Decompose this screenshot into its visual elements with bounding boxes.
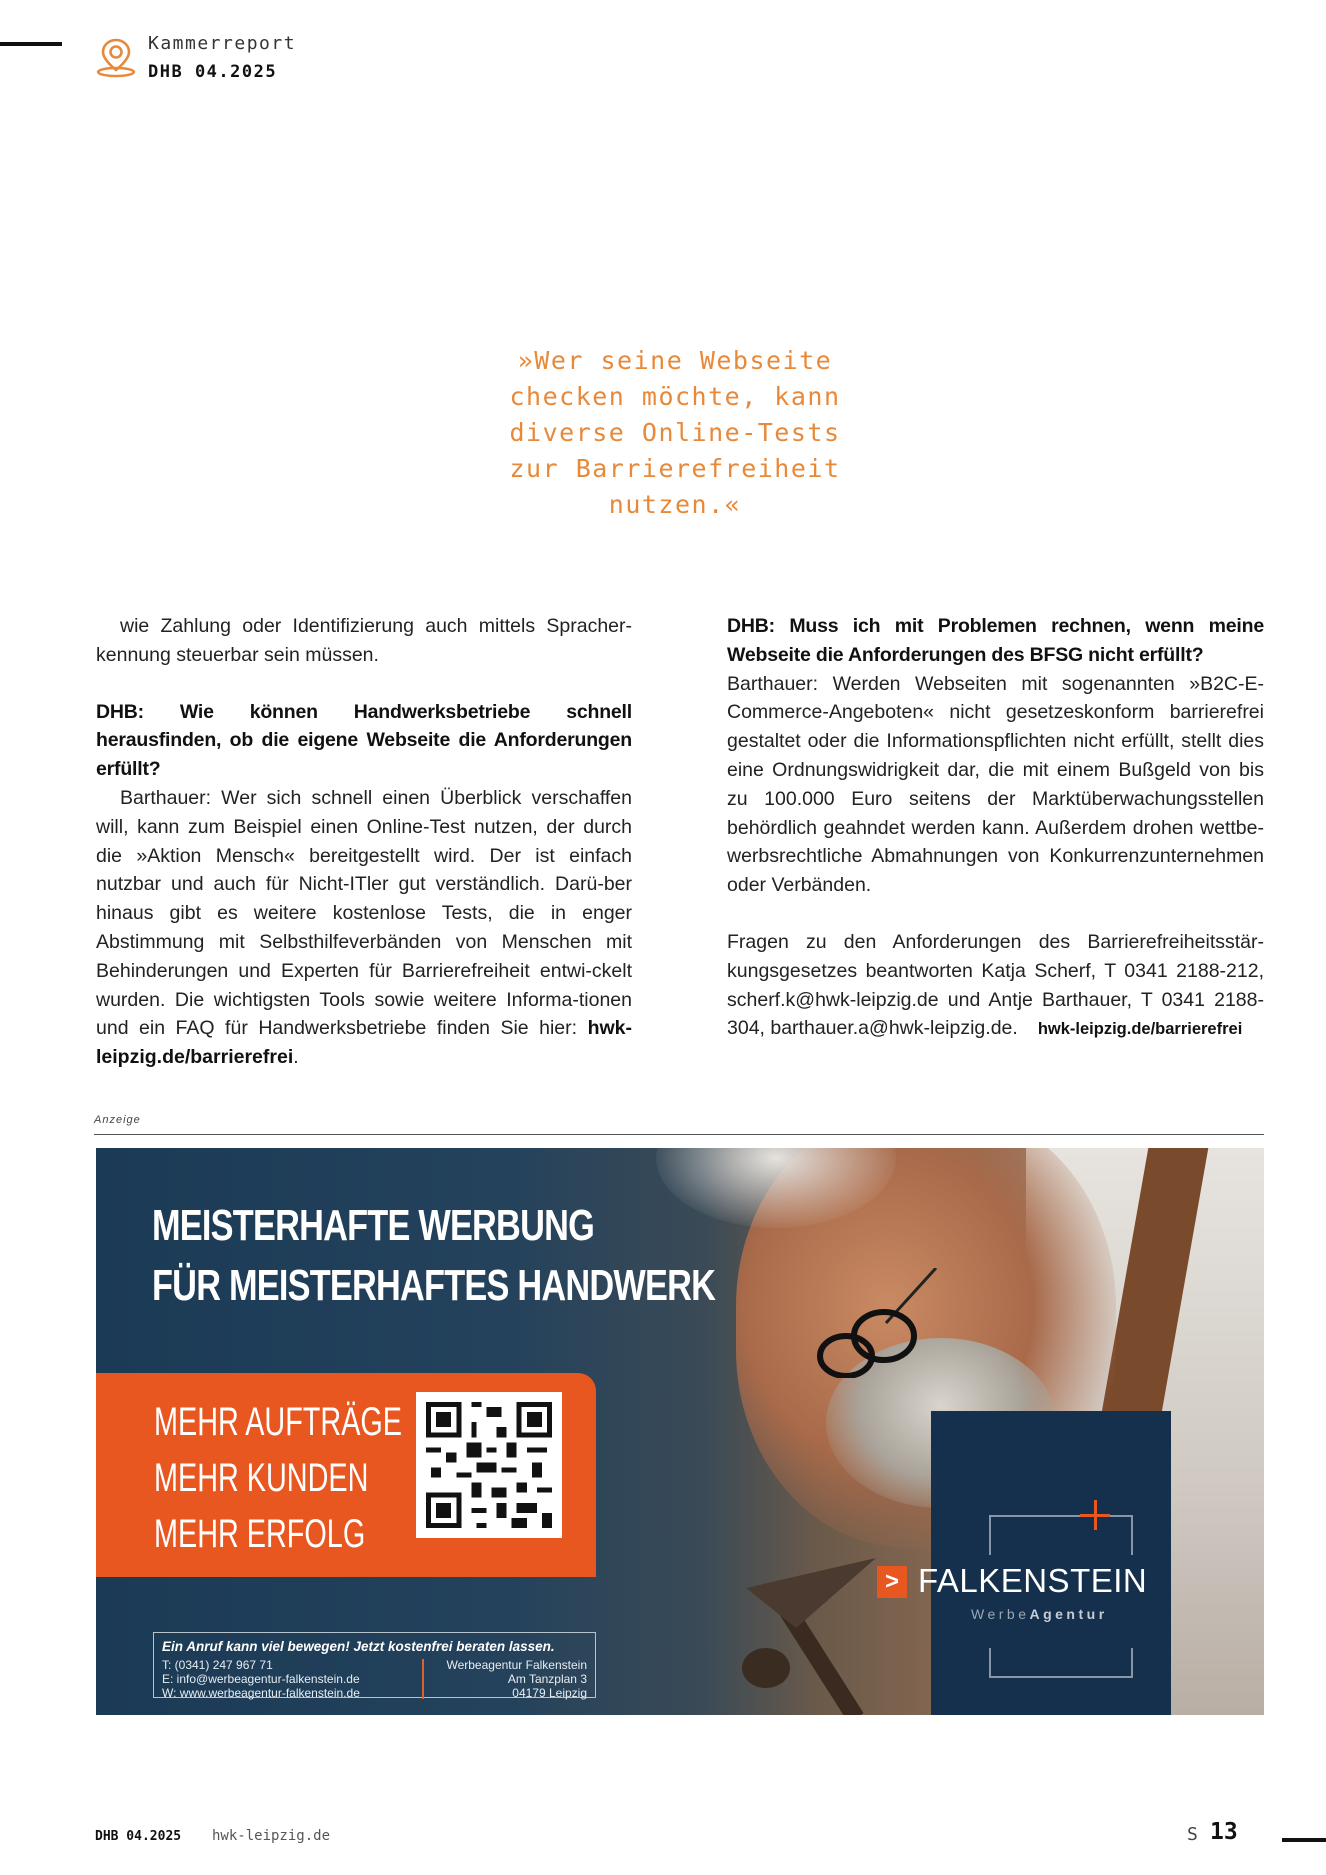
- pull-quote-line: »Wer seine Webseite: [517, 346, 833, 375]
- ad-slogan: MEHR AUFTRÄGE: [154, 1400, 403, 1444]
- advertisement-banner[interactable]: [96, 1148, 1264, 1715]
- hammer-icon: [736, 1548, 896, 1715]
- section-label: Kammerreport: [148, 33, 297, 54]
- chevron-right-icon: >: [877, 1566, 907, 1598]
- location-pin-icon: [96, 37, 136, 79]
- glasses-icon: [816, 1268, 956, 1378]
- barrierefrei-link[interactable]: hwk-leipzig.de/barrierefrei: [96, 1017, 632, 1069]
- article-column-left: [96, 612, 632, 1072]
- ad-contact-divider: [422, 1659, 424, 1699]
- footer-website[interactable]: hwk-leipzig.de: [212, 1828, 331, 1844]
- footer-issue: DHB 04.2025: [95, 1829, 182, 1844]
- interview-answer: [96, 784, 632, 1072]
- ad-headline-line: MEISTERHAFTE WERBUNG: [152, 1201, 594, 1250]
- logo-frame-bottom: [989, 1648, 1133, 1678]
- ad-website[interactable]: W: www.werbeagentur-falkenstein.de: [162, 1686, 360, 1700]
- ad-address-line: 04179 Leipzig: [512, 1686, 587, 1700]
- pull-quote-line: checken möchte, kann: [509, 382, 841, 411]
- ad-slogan: MEHR ERFOLG: [154, 1512, 366, 1556]
- ad-address-line: Werbeagentur Falkenstein: [446, 1658, 587, 1672]
- page-number: 13: [1210, 1819, 1238, 1845]
- logo-frame-top: [989, 1515, 1133, 1555]
- header-rule: [0, 42, 62, 46]
- ad-address: [446, 1658, 587, 1700]
- pull-quote: [470, 343, 880, 523]
- ad-headline-line: FÜR MEISTERHAFTES HANDWERK: [152, 1261, 716, 1310]
- interview-question: DHB: Muss ich mit Problemen rechnen, wenn meine Webseite die Anforderungen des BFSG nicht erfüllt?: [727, 615, 1264, 666]
- ad-slogans: [154, 1394, 402, 1562]
- barrierefrei-link[interactable]: hwk-leipzig.de/barrierefrei: [1037, 1020, 1243, 1039]
- ad-address-line: Am Tanzplan 3: [507, 1672, 587, 1686]
- paragraph-continuation: wie Zahlung oder Identifizierung auch mittels Spracher-kennung steuerbar sein müssen.: [96, 615, 632, 666]
- plus-icon: [1094, 1500, 1097, 1530]
- contact-text: Fragen zu den Anforderungen des Barrierefreiheitsstär-kungsgesetzes beantworten Katja Scherf, T 0341 2188-212, scherf.k@hwk-leipzig.de und Antje Barthauer, T 0341 2188-304, barthauer.a@hwk-leipzig.de.: [727, 930, 1264, 1040]
- answer-text: Barthauer: Wer sich schnell einen Überblick verschaffen will, kann zum Beispiel einen Online-Test nutzen, der durch die »Aktion Mensch« bereitgestellt wird. Der ist einfach nutzbar und auch für Nicht-ITler gut verständlich. Darü-ber hinaus gibt es weitere kostenlose Tests, die in enger Abstimmung mit Selbsthilfeverbänden von Menschen mit Behinderungen und Experten für Barrierefreiheit entwi-ckelt wurden. Die wichtigsten Tools sowie weitere Informa-tionen und ein FAQ für Handwerksbetriebe finden Sie hier:: [96, 786, 632, 1040]
- page-prefix: S: [1187, 1824, 1198, 1845]
- qr-code-icon[interactable]: [416, 1392, 562, 1538]
- ad-contact-box: [153, 1632, 596, 1698]
- logo-subtitle: [971, 1606, 1108, 1622]
- pull-quote-line: zur Barrierefreiheit: [509, 454, 841, 483]
- ad-phone[interactable]: T: (0341) 247 967 71: [162, 1658, 273, 1672]
- ad-divider: [94, 1134, 1264, 1135]
- ad-email[interactable]: E: info@werbeagentur-falkenstein.de: [162, 1672, 360, 1686]
- interview-question: DHB: Wie können Handwerksbetriebe schnell herausfinden, ob die eigene Webseite die Anforderungen erfüllt?: [96, 700, 632, 781]
- ad-headline: [152, 1196, 715, 1316]
- logo-subtitle-light: Werbe: [971, 1606, 1030, 1622]
- logo-wordmark: FALKENSTEIN: [918, 1562, 1148, 1599]
- issue-label: DHB 04.2025: [148, 62, 278, 82]
- period: .: [293, 1046, 299, 1069]
- pull-quote-line: nutzen.«: [608, 490, 742, 519]
- ad-cta: Ein Anruf kann viel bewegen! Jetzt kostenfrei beraten lassen.: [162, 1639, 555, 1654]
- logo-subtitle-bold: Agentur: [1029, 1606, 1108, 1622]
- ad-label: Anzeige: [94, 1114, 141, 1126]
- pull-quote-line: diverse Online-Tests: [509, 418, 841, 447]
- interview-answer: Barthauer: Werden Webseiten mit sogenannten »B2C-E-Commerce-Angeboten« nicht gesetzeskonform barrierefrei gestaltet oder die Informationspflichten nicht erfüllt, stellt dies eine Ordnungswidrigkeit dar, die mit einem Bußgeld von bis zu 100.000 Euro seitens der Marktüberwachungsstellen behördlich geahndet werden kann. Außerdem drohen wettbe-werbsrechtliche Abmahnungen von Konkurrenzunternehmen oder Verbänden.: [727, 672, 1264, 897]
- footer-rule: [1282, 1838, 1326, 1842]
- contact-paragraph: [727, 928, 1264, 1044]
- ad-contact-details: [162, 1658, 360, 1700]
- article-column-right: [727, 612, 1264, 1044]
- ad-slogan: MEHR KUNDEN: [154, 1456, 369, 1500]
